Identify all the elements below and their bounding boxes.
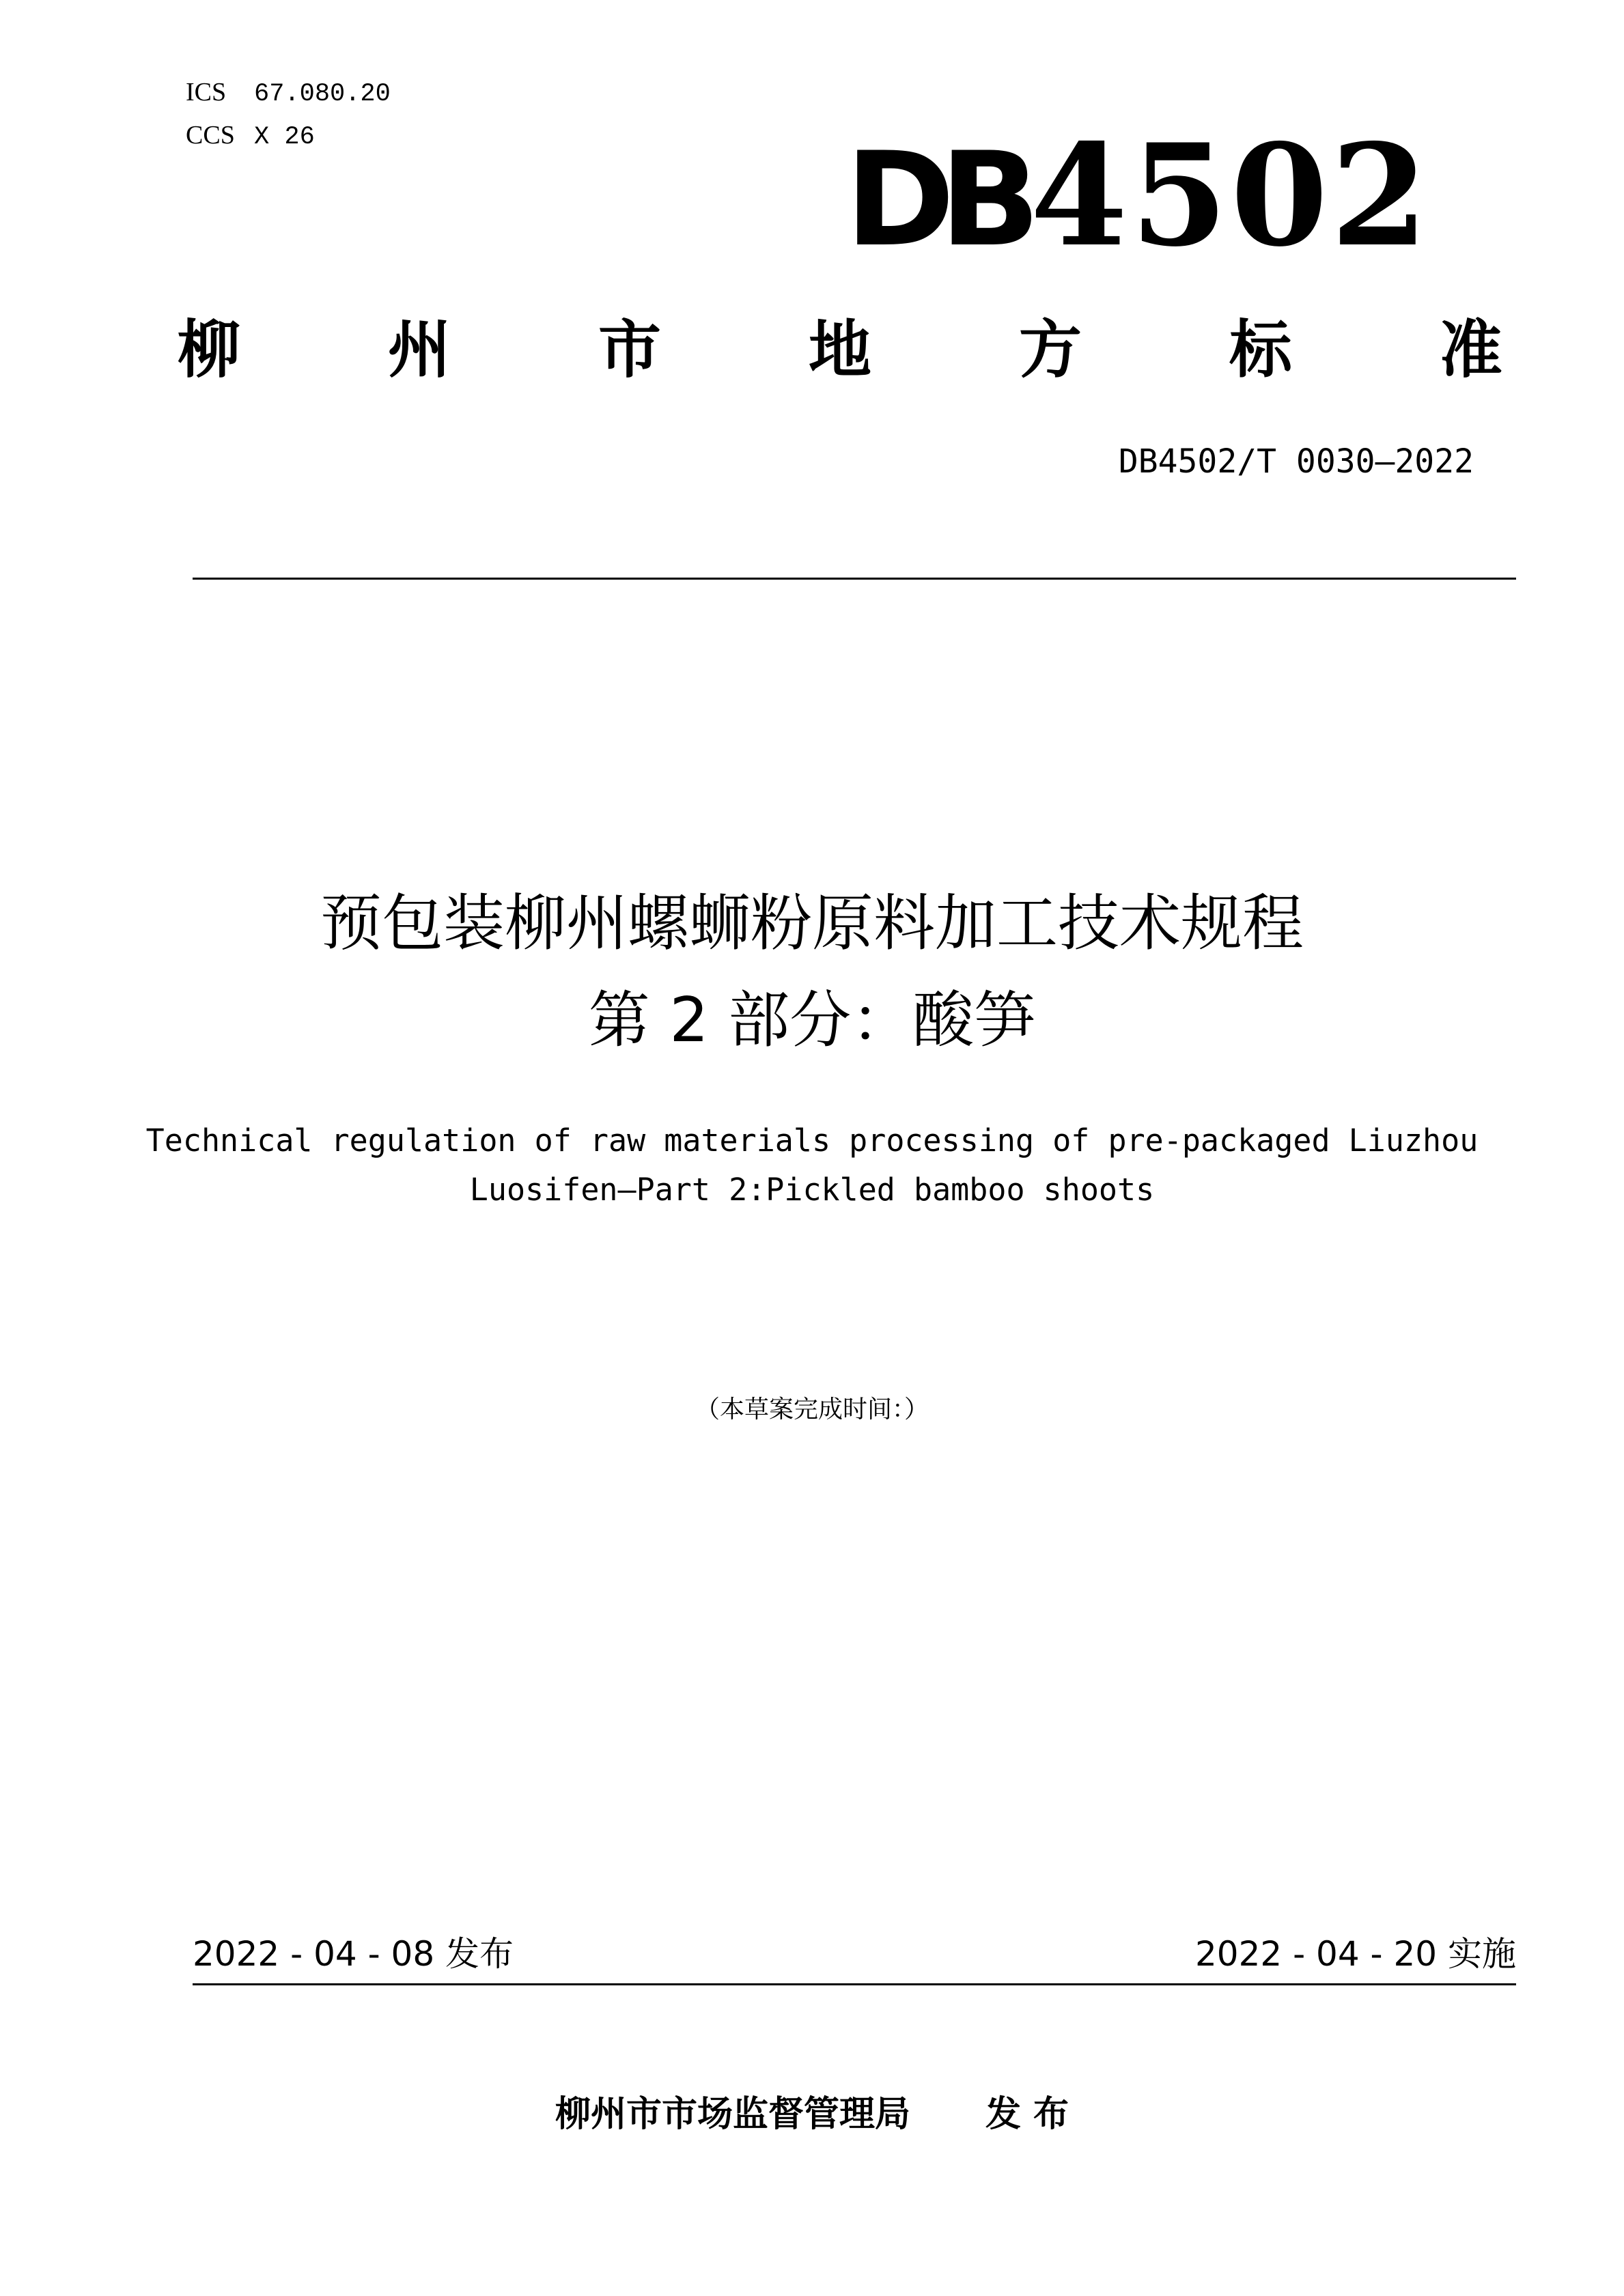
publisher-name: 柳州市市场监督管理局: [555, 2094, 910, 2135]
title-cn-line2: 第 2 部分：酸笋: [588, 984, 1036, 1056]
standard-number: DB4502/T 0030—2022: [1118, 442, 1474, 481]
ics-code: [186, 77, 391, 109]
standard-type-char: 州: [387, 313, 451, 386]
standard-mark: [845, 114, 1431, 278]
publisher: [0, 2091, 1624, 2138]
title-en-line2: Luosifen—Part 2:Pickled bamboo shoots: [469, 1172, 1155, 1208]
publish-date: 2022 - 04 - 08 发布: [193, 1934, 514, 1974]
standard-mark-prefix: DB: [845, 124, 1026, 275]
draft-completion-note: （本草案完成时间：）: [695, 1395, 929, 1423]
ccs-value: X 26: [254, 123, 315, 152]
ccs-code: [186, 120, 315, 152]
standard-mark-code: 4502: [1030, 114, 1431, 278]
ccs-label: CCS: [186, 121, 235, 150]
standard-type-char: 市: [598, 313, 661, 386]
implement-date: 2022 - 04 - 20 实施: [1194, 1934, 1516, 1974]
standard-type-heading: [178, 313, 1502, 388]
bottom-divider: [193, 1983, 1516, 1985]
standard-type-char: 地: [808, 313, 871, 386]
standard-type-char: 准: [1439, 313, 1502, 386]
title-cn-line1: 预包装柳州螺蛳粉原料加工技术规程: [320, 888, 1304, 959]
standard-type-char: 方: [1018, 313, 1082, 386]
standard-type-char: 柳: [178, 313, 241, 386]
publisher-action: 发 布: [985, 2094, 1069, 2135]
ics-value: 67.080.20: [254, 80, 391, 109]
ics-label: ICS: [186, 78, 227, 107]
standard-type-char: 标: [1229, 313, 1292, 386]
top-divider: [193, 578, 1516, 580]
title-en-line1: Technical regulation of raw materials processing of pre-packaged Liuzhou: [145, 1122, 1479, 1159]
